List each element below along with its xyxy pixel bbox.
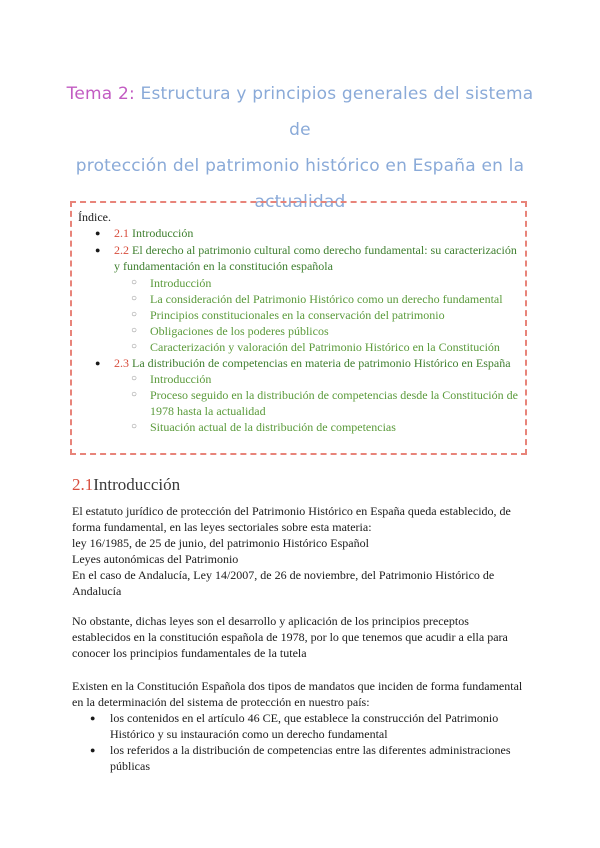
circle-bullet-icon: ○	[131, 325, 138, 336]
paragraph-1	[72, 503, 532, 599]
title-rest: Estructura y principios generales del sistema de	[134, 84, 534, 140]
sub-item[interactable]	[131, 291, 525, 307]
circle-bullet-icon: ○	[131, 309, 138, 320]
title-line-1	[60, 76, 540, 148]
text-line: Leyes autonómicas del Patrimonio	[72, 552, 239, 566]
text-line: establecidos en la constitución española de 1978, por lo que tenemos que acudir a ella para	[72, 630, 508, 644]
circle-bullet-icon: ○	[131, 421, 138, 432]
index-box	[70, 201, 527, 455]
text-line: públicas	[110, 759, 150, 773]
circle-bullet-icon: ○	[131, 373, 138, 384]
bullet-icon: ●	[95, 245, 101, 255]
index-text: Introducción	[129, 226, 194, 240]
text-line: Andalucía	[72, 584, 122, 598]
index-item-2-3[interactable]	[95, 355, 524, 371]
sub-item-text-cont: 1978 hasta la actualidad	[150, 404, 266, 418]
text-line: En el caso de Andalucía, Ley 14/2007, de 26 de noviembre, del Patrimonio Histórico de	[72, 568, 495, 582]
text-line: ley 16/1985, de 25 de junio, del patrimonio Histórico Español	[72, 536, 369, 550]
text-line: forma fundamental, en las leyes sectoriales sobre esta materia:	[72, 520, 372, 534]
sub-item[interactable]	[131, 371, 525, 387]
text-line: El estatuto jurídico de protección del Patrimonio Histórico en España queda establecido, de	[72, 504, 511, 518]
circle-bullet-icon: ○	[131, 389, 138, 400]
circle-bullet-icon: ○	[131, 293, 138, 304]
index-item-2-2[interactable]	[95, 242, 524, 274]
bullet-icon: ●	[95, 358, 101, 368]
text-line: los referidos a la distribución de competencias entre las diferentes administraciones	[110, 743, 511, 757]
sub-item[interactable]	[131, 275, 525, 291]
title-line-3: actualidad	[254, 192, 346, 212]
text-line: Histórico y su instauración como un derecho fundamental	[110, 727, 388, 741]
paragraph-3	[72, 678, 532, 710]
text-line: Existen en la Constitución Española dos tipos de mandatos que inciden de forma fundamental	[72, 679, 523, 693]
circle-bullet-icon: ○	[131, 341, 138, 352]
document-title	[60, 76, 540, 220]
bullet-icon: ●	[95, 228, 101, 238]
text-line: No obstante, dichas leyes son el desarrollo y aplicación de los principios preceptos	[72, 614, 469, 628]
sub-item-text: Situación actual de la distribución de competencias	[150, 420, 396, 434]
section-heading	[72, 475, 180, 495]
index-text-cont: y fundamentación en la constitución española	[114, 259, 333, 273]
title-tema: Tema 2:	[66, 84, 135, 104]
bullet-icon: ●	[90, 745, 96, 755]
sub-item-text: Principios constitucionales en la conservación del patrimonio	[150, 308, 445, 322]
circle-bullet-icon: ○	[131, 277, 138, 288]
paragraph-2	[72, 613, 532, 661]
sub-item-text: Obligaciones de los poderes públicos	[150, 324, 329, 338]
sub-item[interactable]	[131, 339, 525, 355]
sub-item-text: Caracterización y valoración del Patrimonio Histórico en la Constitución	[150, 340, 500, 354]
index-text: La distribución de competencias en materia de patrimonio Histórico en España	[129, 356, 511, 370]
section-heading-text: Introducción	[93, 475, 181, 494]
sub-item[interactable]	[131, 323, 525, 339]
sub-item[interactable]	[131, 307, 525, 323]
sub-item-text: La consideración del Patrimonio Histórico como un derecho fundamental	[150, 292, 503, 306]
bullet-icon: ●	[90, 713, 96, 723]
sub-item-text: Proceso seguido en la distribución de competencias desde la Constitución de	[150, 388, 518, 402]
title-line-2: protección del patrimonio histórico en España en la	[75, 156, 525, 176]
sub-item-text: Introducción	[150, 372, 212, 386]
index-num: 2.2	[114, 243, 129, 257]
text-line: conocer los principios fundamentales de la tutela	[72, 646, 307, 660]
sub-item-text: Introducción	[150, 276, 212, 290]
index-item-2-1[interactable]	[95, 225, 524, 241]
list-item	[90, 710, 530, 742]
index-num: 2.3	[114, 356, 129, 370]
list-item	[90, 742, 530, 774]
index-num: 2.1	[114, 226, 129, 240]
sub-item[interactable]	[131, 419, 525, 435]
index-text: El derecho al patrimonio cultural como derecho fundamental: su caracterización	[129, 243, 517, 257]
index-label: Índice.	[78, 210, 111, 224]
section-num: 2.1	[72, 475, 94, 494]
text-line: los contenidos en el artículo 46 CE, que establece la construcción del Patrimonio	[110, 711, 499, 725]
text-line: en la determinación del sistema de protección en nuestro país:	[72, 695, 370, 709]
sub-item[interactable]	[131, 387, 525, 419]
